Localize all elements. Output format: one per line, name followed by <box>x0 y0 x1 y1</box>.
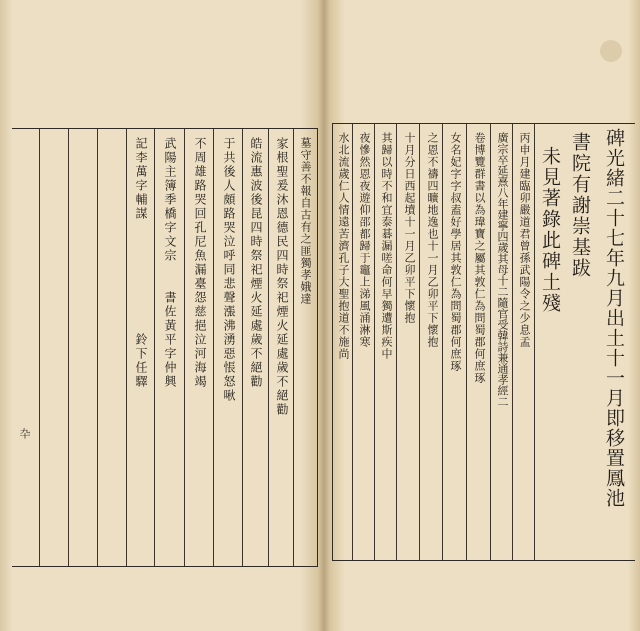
text-column-8 <box>420 124 443 560</box>
text-column-7 <box>443 124 467 560</box>
column-text: 未見著錄此碑土殘 <box>539 146 561 314</box>
column-text: 夜慘然恩夜遊仰邵都歸于竈上涕風涌淋寒 <box>358 132 371 348</box>
text-column-7 <box>155 129 185 566</box>
text-column-1 <box>294 129 317 566</box>
column-text: 卷博覽群書以為瑋寶之屬其敦仁為問蜀郡何庶琢 <box>473 132 486 384</box>
right-text-frame <box>332 123 635 561</box>
text-column-6 <box>185 129 214 566</box>
column-text: 之恩不禱四曠地逸也十一月乙卯平下懷抱 <box>426 132 439 348</box>
text-column-1 <box>595 124 635 560</box>
left-text-frame <box>12 128 318 567</box>
right-page <box>326 0 640 631</box>
text-column-3 <box>535 124 565 560</box>
column-text: 皓流惠波後昆四時祭祀煙火延處歲不絕勸 <box>249 137 263 389</box>
text-column-8 <box>127 129 155 566</box>
text-column-12 <box>333 124 353 560</box>
column-text: 于共後人頗路哭泣呼同悲聲漲沸湧惡悵怒啾 <box>222 137 236 403</box>
empty-column <box>98 129 127 566</box>
column-text: 水北流歲仁人情遠苦濟孔子大聖抱道不施尚 <box>337 132 350 360</box>
column-text: 不周雄路哭回孔尼魚漏臺怨慈挹泣河海竭 <box>193 137 207 389</box>
text-column-5 <box>491 124 513 560</box>
column-text: 女名妃字字叔盍好學居其敦仁為問蜀郡何庶琢 <box>449 132 462 372</box>
text-column-6 <box>467 124 491 560</box>
column-text: 十月分日西起墳十一月乙卯平下懷抱 <box>403 132 416 324</box>
text-column-4 <box>243 129 269 566</box>
column-text: 其歸以時不和宜泰碁漏嗟命何早獨遭斯疾中 <box>380 132 393 360</box>
column-text: 記李萬字輔謀 鈴下任驛 <box>134 137 148 389</box>
column-text: 丙申月建臨卯嚴道君曾孫武陽令之少息孟 <box>518 132 531 348</box>
text-column-3 <box>269 129 294 566</box>
text-column-9 <box>397 124 420 560</box>
empty-column <box>12 129 40 566</box>
column-text: 碑光緒二十七年九月出土十一月即移置鳳池 <box>603 128 625 508</box>
empty-column <box>69 129 98 566</box>
column-text: 家根聖爰沐恩德民四時祭祀煙火延處歲不絕勸 <box>275 137 289 417</box>
column-text: 墓守善不報自古有之匪獨孝娥達 <box>299 137 312 305</box>
text-column-5 <box>214 129 243 566</box>
column-text: 廣宗卒延熹八年建寧四歲其母十二隨官受韓詩兼通孝經二 <box>496 132 509 407</box>
text-column-4 <box>513 124 535 560</box>
text-column-11 <box>353 124 375 560</box>
column-text: 書院有謝崇基跋 <box>569 132 591 279</box>
column-text: 武陽主簿季橋字文宗 書佐黃平字仲興 <box>163 137 177 389</box>
text-column-10 <box>375 124 397 560</box>
page-number: 卆 <box>18 428 31 439</box>
empty-column <box>40 129 69 566</box>
text-column-2 <box>565 124 595 560</box>
